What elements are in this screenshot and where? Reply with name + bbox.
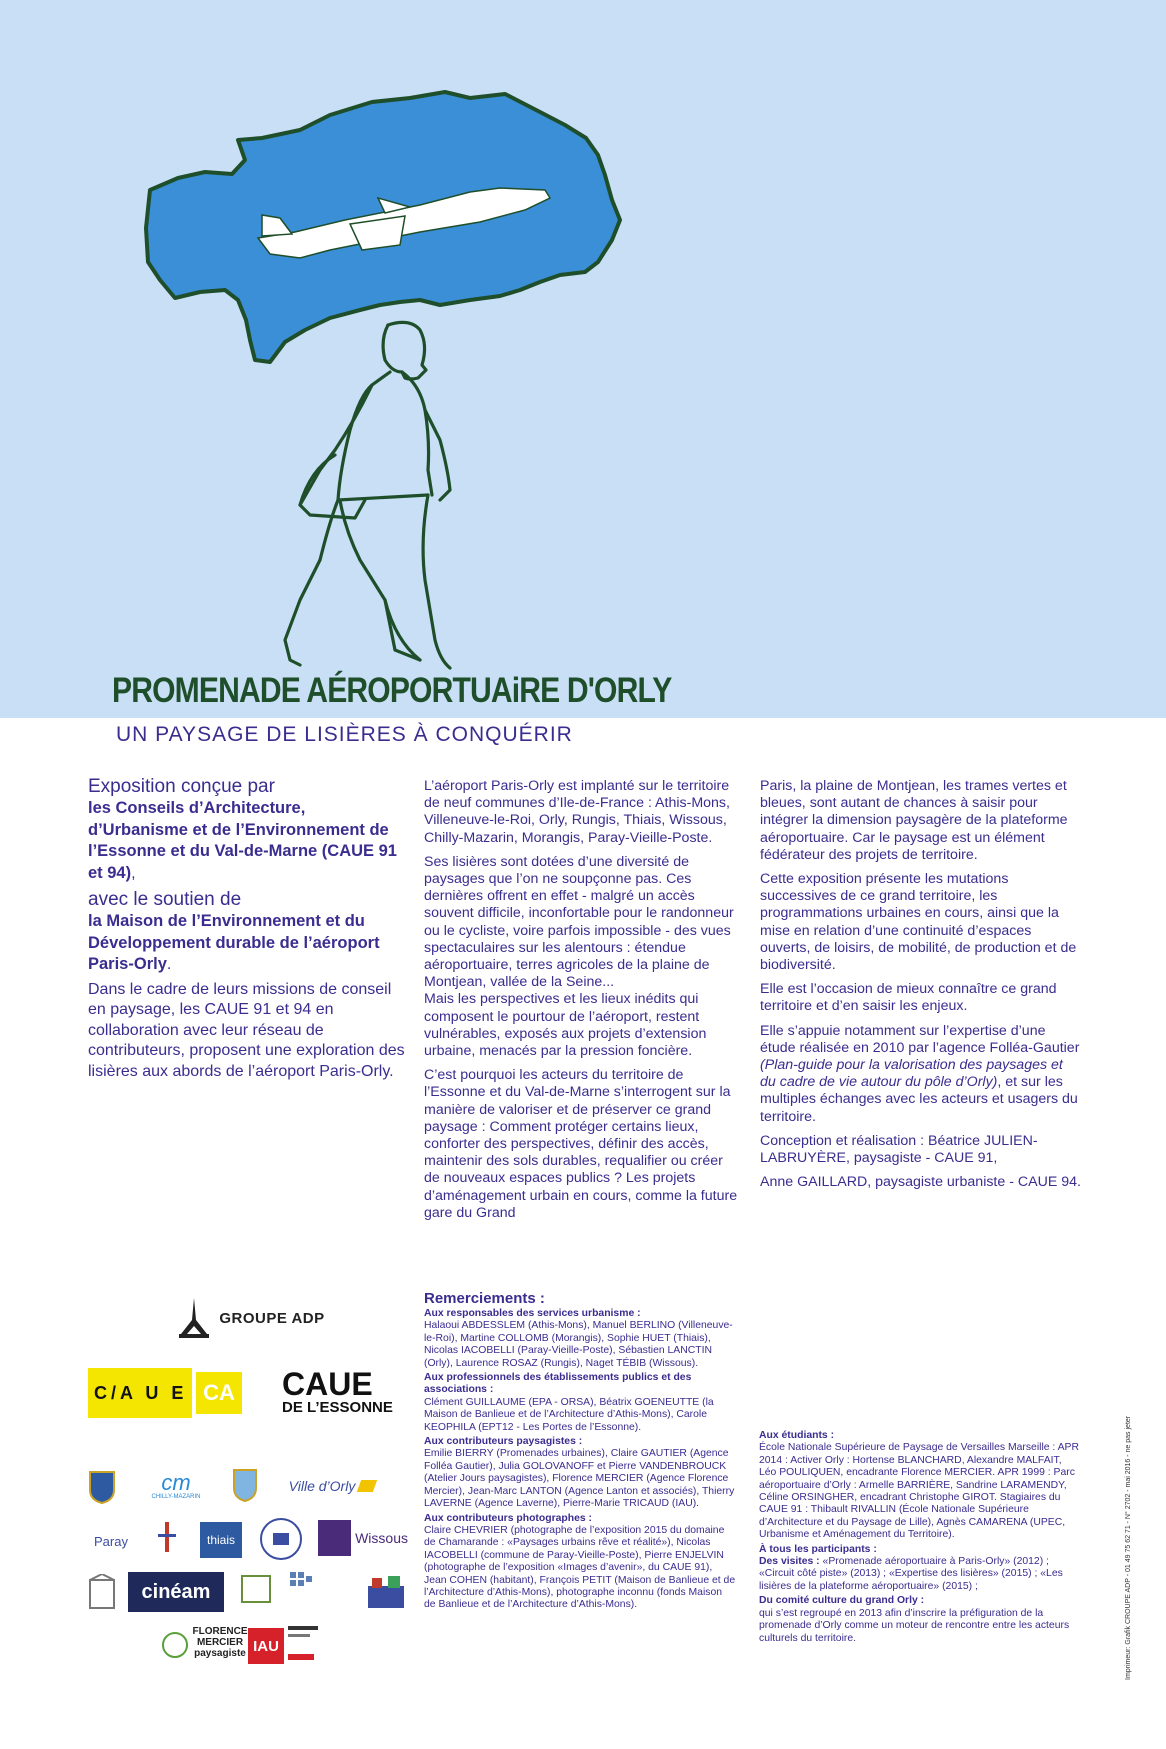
florence-mercier-logo [192,1622,248,1662]
organizer-name: les Conseils d’Architecture, d’Urbanisme et de l’Environnement de l’Essonne et du Val-de-Marne (CAUE 91 et 94) [88,799,397,882]
poster-subtitle: UN PAYSAGE DE LISIÈRES À CONQUÉRIR [116,723,573,746]
caue91-logo-subtext: DE L’ESSONNE [282,1399,393,1416]
thanks-inline-text: «Promenade aéroportuaire à Paris-Orly» (2012) ; «Circuit côté piste» (2013) ; «Expertise des lisières» (2015) ; «Les lisières de la plateforme aéroportuaire» (2015) ; [759,1556,1063,1592]
credits-paragraph: Conception et réalisation : Béatrice JULIEN-LABRUYÈRE, paysagiste - CAUE 91, [760,1132,1038,1167]
body-paragraph: C’est pourquoi les acteurs du territoire de l’Essonne et du Val-de-Marne s’interrogent sur la manière de valoriser et de préserver ce grand paysage : Comment protéger certains lieux, conforter des perspectives, définir des accès, maintenir des sols durables, requalifier ou créer de nouveaux espaces publics ? Les projets d’aménagement urbain en cours, comme la future gare du Grand [424,1067,738,1221]
body-paragraph [760,1023,1082,1126]
body-paragraph: Paris, la plaine de Montjean, les trames vertes et bleues, sont autant de chances à saisir pour intégrer la dimension paysagère de la plateforme aéroportuaire. Car le paysage est un élément fédérateur des projets de territoire. [760,778,1068,863]
body-paragraph: Mais les perspectives et les lieux inédits qui composent le pourtour de l’aéroport, restent vulnérables, exposés aux projets d’extension urbaine, menacés par la pression foncière. [424,991,707,1060]
thanks-text: Halaoui ABDESSLEM (Athis-Mons), Manuel BERLINO (Villeneuve-le-Roi), Martine COLLOMB (Morangis), Sophie HUET (Thiais), Nicolas IACOBELLI (Paray-Vieille-Poste), Sébastien LANCTIN (Orly), Laurence ROSAZ (Rungis), Naget TÉBIB (Wissous). [424,1320,733,1369]
caue91-logo [282,1364,402,1420]
organizer-paragraph [88,798,408,884]
coat-of-arms-icon [232,1468,258,1502]
mission-paragraph: Dans le cadre de leurs missions de conseil en paysage, les CAUE 91 et 94 en collaboration avec leur réseau de contributeurs, proposent une exploration des lisières aux abords de l’aéroport Paris-Orly. [88,980,405,1080]
body-text: Elle s’appuie notamment sur l’expertise d’une étude réalisée en 2010 par l’agence Folléa-Gautier [760,1022,1080,1056]
wissous-logo-mark [318,1520,351,1556]
organizer-end: , [131,864,136,882]
imprint-text: Imprimeur: Grafik CROUPE ADP - 01 49 75 62 71 - N° 2702 - mai 2016 - ne pas jeter [1125,1415,1132,1680]
thanks-subheading: Aux contributeurs photographes : [424,1512,592,1524]
hero-illustration [0,0,1166,718]
poster-title: PROMENADE AÉROPORTUAiRE D'ORLY [112,671,672,710]
body-paragraph: L’aéroport Paris-Orly est implanté sur le territoire de neuf communes d’Ile-de-France : Athis-Mons, Villeneuve-le-Roi, Orly, Rungis, Thiais, Wissous, Chilly-Mazarin, Morangis, Paray-Vieille-Poste. [424,778,730,846]
support-label: avec le soutien de [88,889,242,910]
thanks-column-2 [759,1430,1079,1647]
walking-man-illustration [285,322,450,668]
cineam-logo [128,1572,224,1612]
thanks-subheading: Aux contributeurs paysagistes : [424,1436,583,1448]
cm-logo-mark: cm [161,1470,191,1495]
body-paragraph: Elle est l’occasion de mieux connaître ce grand territoire et d’en saisir les enjeux. [760,981,1057,1015]
thanks-subheading: Du comité culture du grand Orly : [759,1595,925,1607]
adp-tower-icon [177,1296,211,1340]
thiais-logo [200,1522,242,1558]
iau-idf-logo-icon [288,1626,318,1664]
maison-banlieue-logo-icon [366,1574,406,1610]
body-text: , et sur les multiples échanges avec les acteurs et usagers du territoire. [760,1074,1078,1125]
thanks-text [759,1556,1079,1593]
body-column-3 [760,778,1082,1198]
supporter-name: la Maison de l’Environnement et du Développement durable de l’aéroport Paris-Orly [88,912,380,973]
thanks-column-1 [424,1290,736,1614]
coat-of-arms-icon [88,1470,116,1504]
thiais-logo-text: thiais [206,1533,235,1547]
dps-logo-icon [240,1574,272,1604]
tower-logo-icon [154,1520,180,1558]
thanks-text: Clément GUILLAUME (EPA - ORSA), Béatrix GOENEUTTE (la Maison de Banlieue et de l’Architecture d’Athis-Mons), Carole KEOPHILA (EPT12 - Les Portes de l’Essonne). [424,1396,714,1433]
body-column-2 [424,778,740,1229]
villeneuve-le-roi-seal [258,1516,304,1562]
cm-logo-text: CHILLY-MAZARIN [151,1494,201,1500]
intro-column [88,775,408,1089]
wissous-logo [318,1520,408,1556]
iau-logo-text: IAU [253,1637,279,1655]
paray-logo [90,1524,132,1558]
orly-logo-text: Ville d’Orly [288,1478,356,1494]
caue-block-logo [88,1368,192,1418]
thanks-text: qui s’est regroupé en 2013 afin d’inscrire la préfiguration de la promenade d’Orly comme un moteur de rencontre entre les acteurs culturels du territoire. [759,1607,1070,1644]
supporter-paragraph [88,911,408,976]
body-paragraph: Ses lisières sont dotées d’une diversité de paysages que l’on ne soupçonne pas. Ces dernières offrent en effet - malgré un accès souvent difficile, inconfortable pour le randonneur ou le cycliste, voire parfois impossible - des vues spectaculaires sur les alentours : étendue aéroportuaire, terres agricoles de la plaine de Montjean, vallée de la Seine... [424,853,734,991]
caue-small-logo [196,1372,242,1414]
thanks-text: Claire CHEVRIER (photographe de l’exposition 2015 du domaine de Chamarande : «Paysages urbains rêve et réalité»), Nicolas IACOBELLI (commune de Paray-Vieille-Poste), Pierre ENJELVIN (photographe de l’exposition «Images d’avenir», du CAUE 91), Jean COHEN (habitant), François PETIT (Maison de Banlieue et de l’Architecture d’Athis-Mons), photographe inconnu (fonds Maison de Banlieue et de l’Architecture d’Athis-Mons). [424,1524,736,1611]
thanks-heading: Remerciements : [424,1290,545,1307]
small-logo-icon [160,1630,190,1660]
intro-label: Exposition conçue par [88,776,275,797]
thanks-inline-heading: Des visites : [759,1556,820,1568]
wissous-logo-text: Wissous [355,1530,408,1546]
iau-logo [248,1628,284,1664]
caue-small-text: CA [203,1380,235,1405]
thanks-subheading: Aux responsables des services urbanisme : [424,1308,641,1319]
ville-orly-logo [276,1474,388,1498]
paray-logo-text: Paray [94,1533,128,1549]
adp-logo-text: GROUPE ADP [219,1309,325,1327]
supporter-end: . [166,956,172,973]
cineam-logo-text: cinéam [141,1580,211,1603]
groupe-adp-logo [176,1294,326,1342]
ecole-paysage-logo-icon [290,1572,360,1606]
orly-map-illustration [0,0,1166,718]
caue-block-text: C/A U E [94,1383,188,1403]
caue91-logo-text: CAUE [282,1366,373,1402]
imprint-vertical [1125,1380,1133,1680]
thanks-subheading: À tous les participants : [759,1543,877,1555]
thanks-subheading: Aux étudiants : [759,1430,835,1441]
florence-logo-text: FLORENCE MERCIER paysagiste [192,1625,248,1659]
chilly-mazarin-logo [142,1468,210,1504]
thanks-text: École Nationale Supérieure de Paysage de Versailles Marseille : APR 2014 : Activer Orly : Hortense BLANCHARD, Alexandre MALFAIT, Léo POULIQUEN, encadrante Florence MERCIER. APR 1999 : Parc aéroportuaire d’Orly : Armelle BARRIÈRE, Sandrine LARAMENDY, Céline ORSINGHER, encadrant Christophe GIROT. Stagiaires du CAUE 91 : Thibault RIVALLIN (École Nationale Supérieure d’Architecture et du Paysage de Lille), Agnès CAMARENA (UPEC, Urbanisme et Aménagement du Territoire). [759,1442,1079,1541]
orly-logo-mark [357,1480,377,1492]
credits-paragraph: Anne GAILLARD, paysagiste urbaniste - CAUE 94. [760,1174,1081,1191]
thanks-subheading: Aux professionnels des établissements publics et des associations : [424,1372,692,1396]
body-paragraph: Cette exposition présente les mutations successives de ce grand territoire, les programmations urbaines en cours, ainsi que la mise en relation d’une continuité d’espaces ouverts, de loisirs, de mobilité, de production et de biodiversité. [760,871,1077,974]
thanks-text: Emilie BIERRY (Promenades urbaines), Claire GAUTIER (Agence Folléa Gautier), Julia GOLOVANOFF et Pierre VANDENBROUCK (Atelier Jours paysagistes), Florence MERCIER (Agence Florence Mercier), Jean-Marc LANTON (Agence Lanton et associés), Thierry LAVERNE (Agence Laverne), Pierre-Marie TRICAUD (IAU). [424,1448,735,1510]
study-title: (Plan-guide pour la valorisation des paysages et du cadre de vie autour du pôle d’Orly) [760,1057,1063,1091]
building-logo-icon [88,1574,116,1610]
